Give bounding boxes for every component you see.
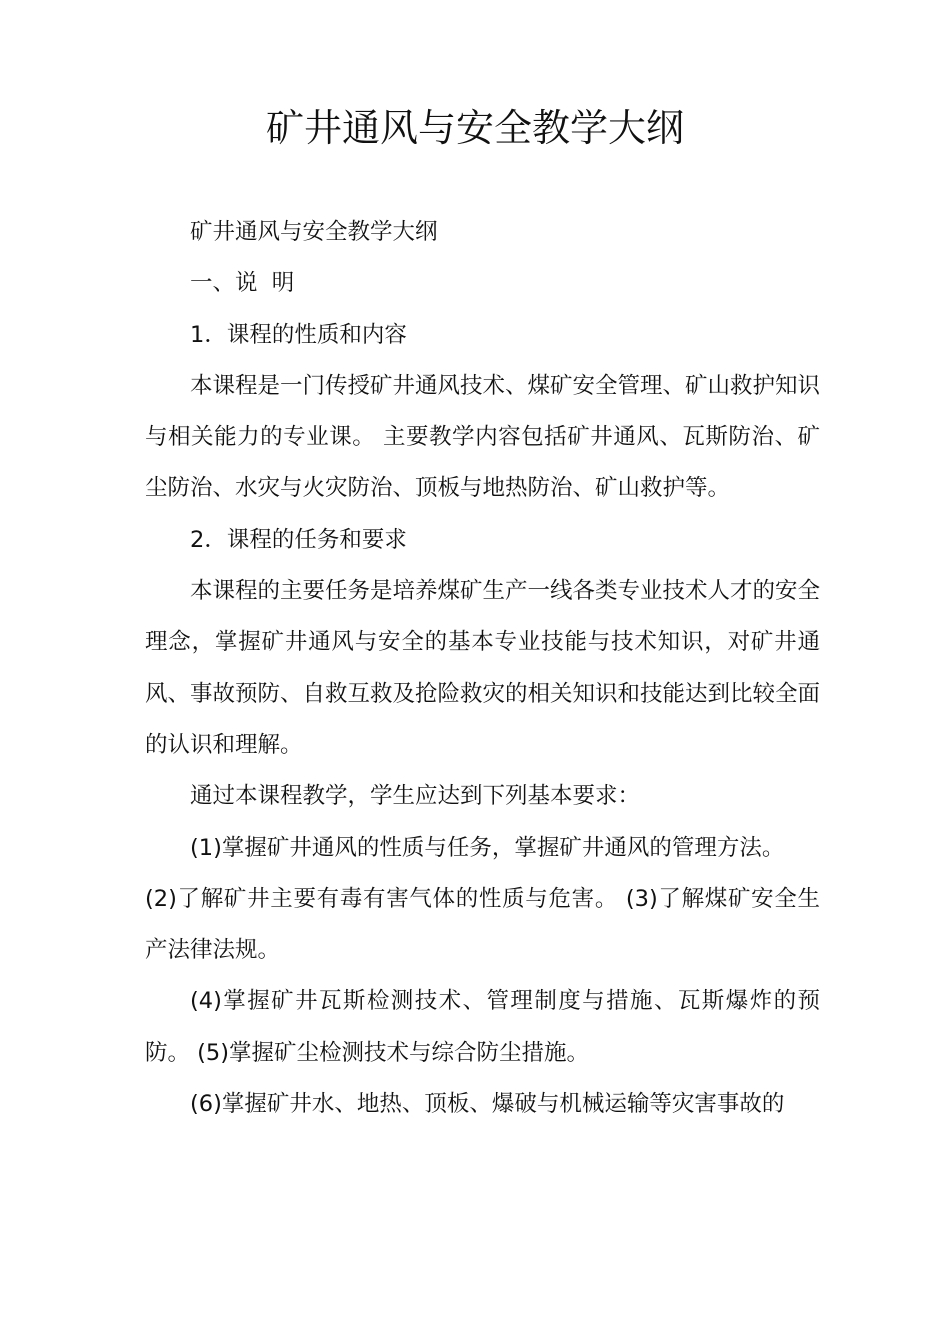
paragraph-course-tasks: 本课程的主要任务是培养煤矿生产一线各类专业技术人才的安全理念，掌握矿井通风与安全的基本专业技能与技术知识，对矿井通风、事故预防、自救互救及抢险救灾的相关知识和技能达到比较全面的认识和理解。	[145, 578, 821, 758]
subsection-heading-nature: 1．课程的性质和内容	[190, 321, 407, 348]
requirement-item-4-5: (4)掌握矿井瓦斯检测技术、管理制度与措施、瓦斯爆炸的预防。 (5)掌握矿尘检测技术与综合防尘措施。	[145, 988, 820, 1066]
requirement-item-1: (1)掌握矿井通风的性质与任务，掌握矿井通风的管理方法。	[190, 834, 785, 861]
section-heading-explanation: 一、说 明	[190, 270, 295, 297]
document-body	[145, 207, 820, 1130]
paragraph-course-intro: 本课程是一门传授矿井通风技术、煤矿安全管理、矿山救护知识与相关能力的专业课。 主要教学内容包括矿井通风、瓦斯防治、矿尘防治、水灾与火灾防治、顶板与地热防治、矿山救护等。	[145, 372, 821, 502]
requirement-item-6: (6)掌握矿井水、地热、顶板、爆破与机械运输等灾害事故的	[190, 1091, 785, 1118]
paragraph-subtitle: 矿井通风与安全教学大纲	[190, 219, 438, 245]
subsection-heading-tasks: 2．课程的任务和要求	[190, 526, 407, 553]
document-title: 矿井通风与安全教学大纲	[265, 106, 684, 150]
requirement-item-2-3: (2)了解矿井主要有毒有害气体的性质与危害。 (3)了解煤矿安全生产法律法规。	[145, 885, 820, 964]
paragraph-requirements-intro: 通过本课程教学，学生应达到下列基本要求：	[190, 783, 641, 810]
